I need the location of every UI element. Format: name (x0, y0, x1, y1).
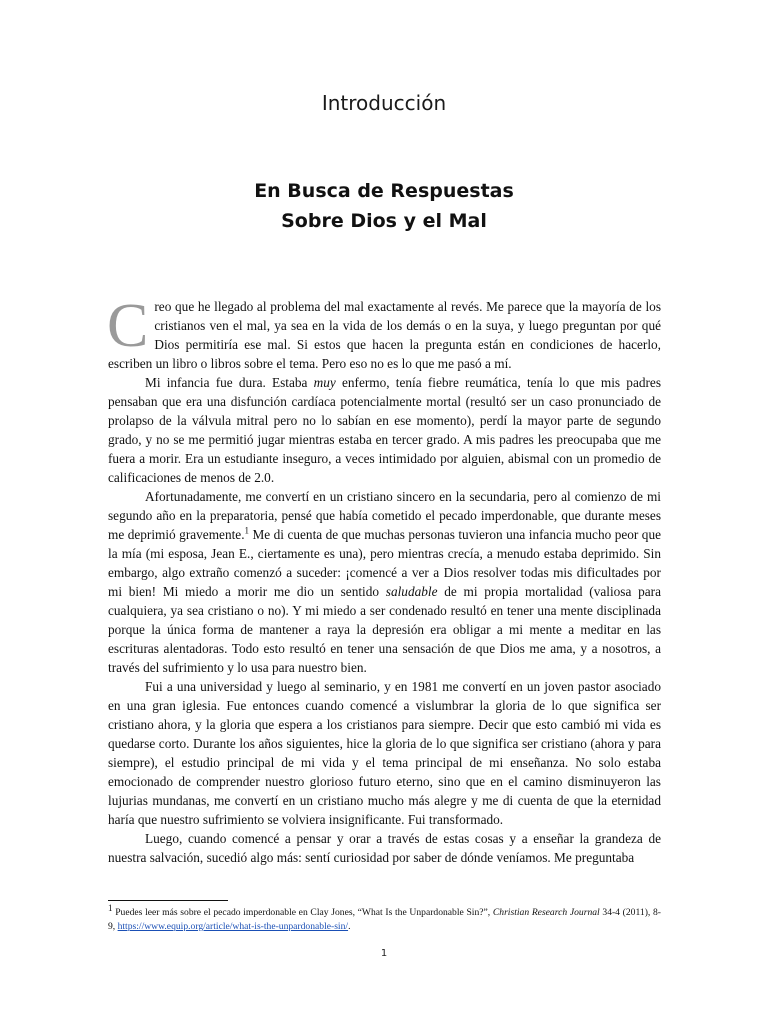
paragraph-3-text-b: Me di cuenta de que muchas personas tuvieron una infancia mucho peor que la mía (mi esposa, Jean E., ciertamente es una), pero mientras crecía, a menudo estaba deprimido. Sin embargo, algo extraño comenzó a suceder: ¡comencé a ver a Dios resolver todas mis dificultades por mi bien! Mi miedo a morir me dio un sentido (108, 527, 661, 599)
chapter-title (0, 176, 768, 236)
paragraph-3-text-a: Afortunadamente, me convertí en un cristiano sincero en la secundaria, pero al comienzo de mi segundo año en la preparatoria, pensé que había cometido el pecado imperdonable, que durante meses me deprimió gravemente. (108, 489, 661, 542)
footnote-journal: Christian Research Journal (492, 907, 600, 918)
paragraph-1 (107, 292, 661, 373)
paragraph-4-text: Fui a una universidad y luego al seminario, y en 1981 me convertí en un joven pastor asociado en una gran iglesia. Fue entonces cuando comencé a vislumbrar la gloria de lo que significa ser cristiano ahora, y la gloria que espera a los cristianos para siempre. Decir que esto cambió mi vida es quedarse corto. Durante los años siguientes, hice la gloria de lo que significa ser cristiano (ahora y para siempre), el estudio principal de mi vida y el tema principal de mi enseñanza. No solo estaba emocionado de comprender nuestro glorioso futuro eterno, sino que en el camino disminuyeron las lujurias mundanas, me convertí en un cristiano mucho más alegre y me di cuenta de que la eternidad haría que nuestro sufrimiento se volviera insignificante. Fui transformado. (108, 679, 661, 827)
paragraph-3-emphasis: saludable (385, 584, 438, 599)
paragraph-2-text-a: Mi infancia fue dura. Estaba (145, 375, 314, 390)
footnote-text-c: . (348, 921, 351, 932)
title-line-1: En Busca de Respuestas (254, 180, 514, 202)
page-number: 1 (380, 948, 388, 959)
paragraph-3 (108, 487, 661, 677)
footnote-text-b: 34-4 (2011), 8-9, (108, 907, 661, 932)
paragraph-2-text-b: enfermo, tenía fiebre reumática, tenía lo que mis padres pensaban que era una disfunción cardíaca potencialmente mortal (resultó ser un caso pronunciado de prolapso de la válvula mitral pero no lo sabían en ese momento), perdí la mayor parte de segundo grado, y no se me permitió jugar mientras estaba en tercer grado. A mis padres les preocupaba que me fuera a morir. Era un estudiante inseguro, a veces intimidado por alguien, abismal con un promedio de calificaciones de menos de 2.0. (108, 375, 661, 485)
footnote-link[interactable]: https://www.equip.org/article/what-is-the-unpardonable-sin/ (117, 921, 349, 932)
footnote (108, 902, 661, 934)
title-line-2: Sobre Dios y el Mal (281, 210, 487, 232)
paragraph-2-emphasis: muy (313, 375, 336, 390)
body-text (107, 292, 661, 867)
paragraph-5 (108, 829, 661, 867)
paragraph-4 (108, 677, 661, 829)
footnote-divider (108, 900, 228, 901)
drop-cap: C (107, 292, 149, 360)
footnote-number: 1 (108, 902, 113, 913)
paragraph-5-text: Luego, cuando comencé a pensar y orar a través de estas cosas y a enseñar la grandeza de nuestra salvación, sucedió algo más: sentí curiosidad por saber de dónde veníamos. Me preguntaba (108, 831, 661, 865)
chapter-label: Introducción (321, 91, 447, 115)
paragraph-2 (108, 373, 661, 487)
paragraph-1-text: reo que he llegado al problema del mal exactamente al revés. Me parece que la mayoría de los cristianos ven el mal, ya sea en la vida de los demás o en la suya, y luego preguntan por qué Dios permitiría ese mal. Si estos que hacen la pregunta están en condiciones de hacerlo, escriben un libro o libros sobre el tema. Pero eso no es lo que me pasó a mí. (108, 299, 661, 371)
paragraph-3-text-c: de mi propia mortalidad (valiosa para cualquiera, ya sea cristiano o no). Y mi miedo a ser condenado resultó en tener una mente disciplinada porque la única forma de mantener a raya la depresión era obligar a mi mente a meditar en las escrituras alentadoras. Todo esto resultó en tener una sensación de que Dios me ama, y a nosotros, a través del sufrimiento y lo usa para nuestro bien. (108, 584, 661, 675)
footnote-ref[interactable]: 1 (244, 525, 250, 536)
footnote-text-a: Puedes leer más sobre el pecado imperdonable en Clay Jones, “What Is the Unpardonable Sin?”, (112, 907, 493, 918)
